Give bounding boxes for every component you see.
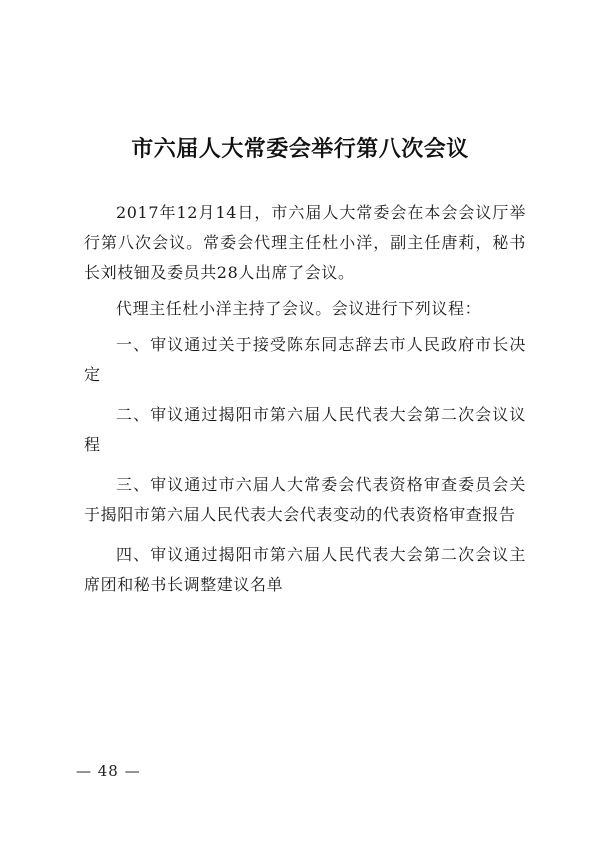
agenda-item-3: 三、审议通过市六届人大常委会代表资格审查委员会关于揭阳市第六届人民代表大会代表变动的代表资格审查报告 (84, 475, 526, 524)
page-number: — 48 — (76, 762, 141, 780)
article-body (84, 198, 526, 600)
agenda-item-4: 四、审议通过揭阳市第六届人民代表大会第二次会议主席团和秘书长调整建议名单 (84, 545, 526, 594)
intro-paragraph: 2017年12月14日，市六届人大常委会在本会会议厅举行第八次会议。常委会代理主任杜小洋，副主任唐莉，秘书长刘枝钿及委员共28人出席了会议。 (84, 203, 526, 282)
agenda-item-1: 一、审议通过关于接受陈东同志辞去市人民政府市长决定 (84, 335, 526, 384)
agenda-intro-paragraph: 代理主任杜小洋主持了会议。会议进行下列议程： (116, 299, 482, 318)
agenda-item-2: 二、审议通过揭阳市第六届人民代表大会第二次会议议程 (84, 405, 526, 454)
page-title: 市六届人大常委会举行第八次会议 (131, 137, 469, 162)
